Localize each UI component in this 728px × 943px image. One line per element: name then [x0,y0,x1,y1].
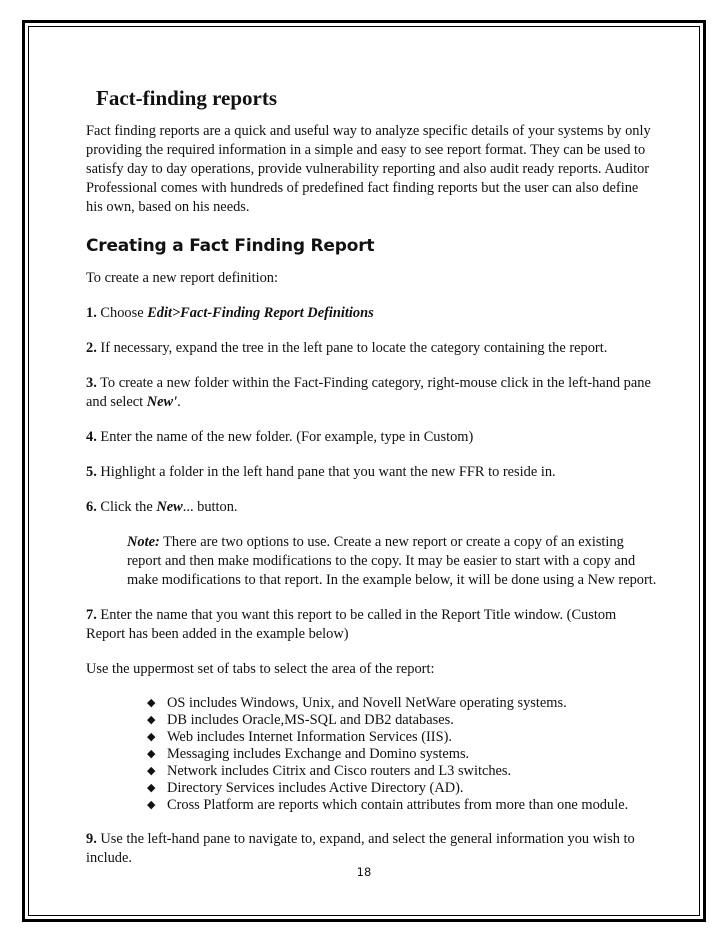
bullet-icon: ◆ [147,782,156,794]
note-paragraph [127,533,658,590]
list-item [86,695,658,712]
note-label: Note: [127,534,160,550]
list-item-text: Network includes Citrix and Cisco routers and L3 switches. [167,763,512,779]
list-item [86,763,658,780]
step-number: 3. [86,375,97,391]
bullet-icon: ◆ [147,799,156,811]
list-item-text: OS includes Windows, Unix, and Novell NetWare operating systems. [167,695,567,711]
step-2 [86,339,658,358]
document-body [86,85,658,884]
step-tail: ... button. [182,499,238,515]
bullet-icon: ◆ [147,731,156,743]
bullet-icon: ◆ [147,748,156,760]
step-4 [86,428,658,447]
step-tail: . [177,394,181,410]
list-item-text: Messaging includes Exchange and Domino systems. [167,746,470,762]
bullet-icon: ◆ [147,714,156,726]
step-number: 4. [86,429,97,445]
section-heading: Creating a Fact Finding Report [86,236,375,256]
step-number: 6. [86,499,97,515]
list-item [86,729,658,746]
step-9 [86,830,658,868]
step-emphasis: New [156,499,183,515]
bullet-icon: ◆ [147,697,156,709]
step-3 [86,374,658,412]
list-item-text: DB includes Oracle,MS-SQL and DB2 databases. [167,712,454,728]
step-number: 7. [86,607,97,623]
step-5 [86,463,658,482]
step-text: Click the [100,499,157,515]
list-item [86,797,658,814]
intro-paragraph: Fact finding reports are a quick and useful way to analyze specific details of your systems by only providing the required information in a simple and easy to see report format. They can be used to satisfy day to day operations, provide vulnerability reporting and also audit ready reports. Auditor Professional comes with hundreds of predefined fact finding reports but the user can also define his own, based on his needs. [86,123,651,215]
step-text: Choose [100,305,148,321]
lead-paragraph: To create a new report definition: [86,270,278,286]
step-number: 5. [86,464,97,480]
list-item [86,712,658,729]
step-text: Highlight a folder in the left hand pane that you want the new FFR to reside in. [100,464,556,480]
step-7 [86,606,658,644]
tabs-lead-paragraph: Use the uppermost set of tabs to select the area of the report: [86,661,435,677]
bullet-icon: ◆ [147,765,156,777]
document-title: Fact-finding reports [96,86,278,110]
list-item-text: Web includes Internet Information Services (IIS). [167,729,452,745]
step-text: To create a new folder within the Fact-Finding category, right-mouse click in the left-hand pane and select [86,375,651,410]
step-text: If necessary, expand the tree in the left pane to locate the category containing the report. [100,340,608,356]
step-6 [86,498,658,517]
bullet-list [86,695,658,814]
list-item-text: Cross Platform are reports which contain attributes from more than one module. [167,797,629,813]
step-text: Enter the name that you want this report to be called in the Report Title window. (Custom Report has been added in the example below) [86,607,617,642]
step-number: 1. [86,305,97,321]
list-item [86,780,658,797]
list-item [86,746,658,763]
list-item-text: Directory Services includes Active Directory (AD). [167,780,464,796]
page-number: 18 [356,865,372,879]
step-number: 9. [86,831,97,847]
step-emphasis: New' [146,394,178,410]
step-emphasis: Edit>Fact-Finding Report Definitions [147,305,374,321]
step-number: 2. [86,340,97,356]
step-text: Use the left-hand pane to navigate to, expand, and select the general information you wish to include. [86,831,635,866]
step-text: Enter the name of the new folder. (For example, type in Custom) [100,429,474,445]
note-text: There are two options to use. Create a new report or create a copy of an existing report and then make modifications to the copy. It may be easier to start with a copy and make modifications to that report. In the example below, it will be done using a New report. [127,534,657,588]
step-1 [86,304,658,323]
